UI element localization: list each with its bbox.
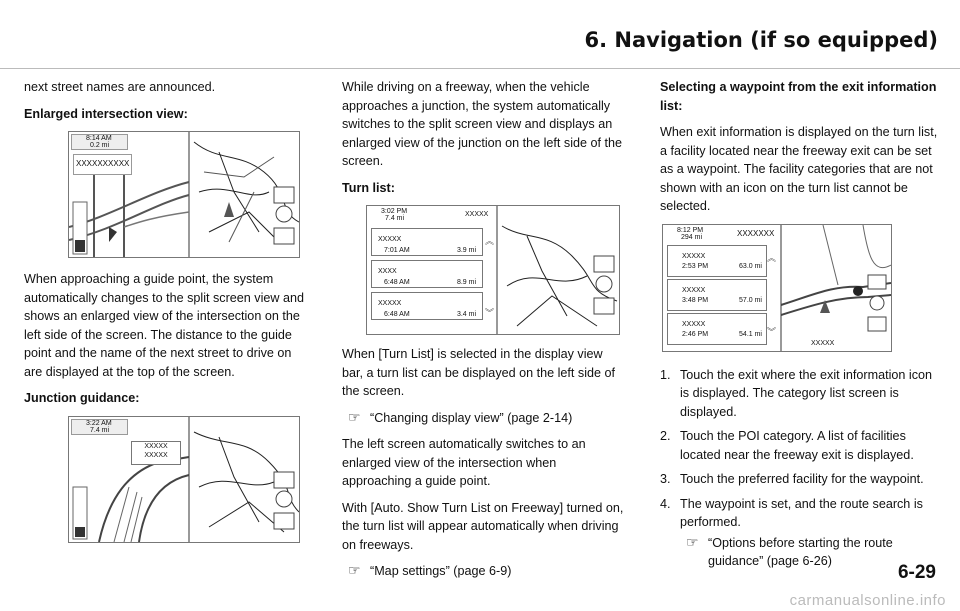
figure-turn-list: [366, 205, 620, 335]
column-2: [342, 78, 624, 589]
intersection-illustration: [69, 132, 299, 257]
exit-row-dist: 57.0 mi: [739, 296, 762, 304]
fig2-sign-line1: XXXXX: [144, 442, 168, 450]
turn-list-row[interactable]: [371, 292, 483, 320]
page-number: 6-29: [897, 562, 936, 583]
exit-row-name: XXXXX: [682, 320, 706, 328]
fig3-time: 3:02 PM: [381, 208, 408, 215]
turn-list-row[interactable]: [371, 228, 483, 256]
paragraph: When [Turn List] is selected in the display view bar, a turn list can be displayed on the left side of the screen.: [342, 347, 616, 398]
turn-row-dist: 8.9 mi: [456, 279, 476, 286]
reference-text: “Changing display view” (page 2-14): [370, 410, 573, 425]
step-item: [660, 427, 942, 464]
paragraph: While driving on a freeway, when the vehicle approaches a junction, the system automatically switches to the split screen view and displays an enlarged view of the junction on the left side of the screen.: [342, 80, 623, 168]
turn-row-name: XXXXX: [378, 236, 402, 243]
header-rule: [0, 68, 960, 69]
exit-row-time: 2:46 PM: [682, 330, 709, 338]
fig4-topbar: [665, 227, 781, 241]
fig3-dist: 7.4 mi: [385, 215, 405, 222]
step-item: [660, 470, 942, 489]
pointing-hand-icon: ☞: [348, 409, 361, 426]
fig2-time: 3:22 AM: [86, 419, 112, 427]
fig4-bottom-street: XXXXX: [811, 339, 835, 347]
fig1-street: XXXXXXXXXX: [73, 154, 132, 175]
fig1-topbar: [71, 134, 128, 150]
fig3-street: XXXXX: [465, 211, 489, 218]
junction-illustration: [69, 417, 299, 542]
paragraph: With [Auto. Show Turn List on Freeway] turned on, the turn list will appear automatically when driving on freeways.: [342, 500, 624, 552]
figure-exit-info: [662, 224, 892, 352]
heading-enlarged-intersection: Enlarged intersection view:: [24, 106, 188, 121]
exit-row-time: 3:48 PM: [682, 296, 709, 304]
step-number: 1.: [660, 367, 671, 382]
column-3: [660, 78, 942, 579]
fig1-time: 8:14 AM: [86, 135, 112, 142]
step-text: Touch the POI category. A list of facilities located near the freeway exit is displayed.: [680, 429, 914, 462]
fig1-dist: 0.2 mi: [90, 142, 110, 149]
reference-text: “Options before starting the route guidance” (page 6-26): [708, 535, 893, 568]
step-text: Touch the exit where the exit information icon is displayed. The category list screen is displayed.: [680, 367, 933, 419]
pointing-hand-icon: ☞: [686, 534, 699, 551]
scroll-down-icon[interactable]: ︾: [485, 308, 495, 318]
watermark: carmanualsonline.info: [789, 592, 946, 609]
fig2-topbar: [71, 419, 128, 435]
turn-row-dist: 3.9 mi: [456, 247, 476, 254]
turn-list-row[interactable]: [371, 260, 483, 288]
fig2-sign: [131, 441, 181, 465]
fig2-sign-line2: XXXXX: [144, 451, 168, 459]
fig2-dist: 7.4 mi: [90, 426, 110, 434]
fig4-time: 8:12 PM: [677, 226, 704, 234]
step-text: The waypoint is set, and the route search is performed.: [680, 496, 923, 529]
scroll-down-icon[interactable]: ︾: [767, 326, 777, 337]
paragraph: When approaching a guide point, the system automatically changes to the split screen view and shows an enlarged view of the intersection on the left side of the screen. The distance to the guide point and the name of the next street to drive on are displayed at the top of the screen.: [24, 272, 305, 379]
exit-list-row[interactable]: [667, 279, 767, 311]
turn-row-time: 6:48 AM: [384, 279, 410, 286]
turn-row-name: XXXXX: [378, 300, 402, 307]
turn-row-dist: 3.4 mi: [456, 311, 476, 318]
column-1: [24, 78, 306, 543]
exit-row-dist: 63.0 mi: [739, 262, 762, 270]
pointing-hand-icon: ☞: [348, 563, 361, 579]
fig4-street: XXXXXXX: [737, 228, 775, 238]
step-item: [660, 495, 942, 571]
turn-row-time: 6:48 AM: [384, 311, 410, 318]
paragraph: next street names are announced.: [24, 80, 216, 94]
exit-row-name: XXXXX: [682, 252, 706, 260]
fig4-dist: 294 mi: [681, 233, 703, 241]
turn-row-name: XXXX: [378, 268, 397, 275]
heading-turn-list: Turn list:: [342, 180, 395, 195]
fig3-topbar: [369, 208, 495, 222]
step-item: [660, 366, 942, 422]
figure-enlarged-intersection: [68, 131, 300, 258]
figure-junction-guidance: [68, 416, 300, 543]
paragraph: The left screen automatically switches to an enlarged view of the intersection when approaching a guide point.: [342, 437, 586, 488]
heading-junction-guidance: Junction guidance:: [24, 391, 140, 405]
reference-link[interactable]: [342, 409, 624, 428]
paragraph: When exit information is displayed on the turn list, a facility located near the freeway exit can be set as a waypoint. The facility categories that are not shown with an icon on the turn list cannot be selected.: [660, 125, 938, 213]
exit-row-time: 2:53 PM: [682, 262, 709, 270]
reference-text: “Map settings” (page 6-9): [370, 564, 512, 578]
steps-list: [660, 366, 942, 571]
step-number: 3.: [660, 472, 671, 486]
page-header-title: 6. Navigation (if so equipped): [584, 28, 938, 52]
reference-link[interactable]: [342, 562, 624, 581]
exit-row-name: XXXXX: [682, 286, 706, 294]
exit-row-dist: 54.1 mi: [739, 330, 762, 338]
scroll-up-icon[interactable]: ︽: [485, 236, 495, 246]
scroll-up-icon[interactable]: ︽: [767, 252, 777, 263]
step-number: 2.: [660, 429, 671, 443]
exit-list-row[interactable]: [667, 313, 767, 345]
step-text: Touch the preferred facility for the waypoint.: [680, 472, 924, 486]
heading-select-waypoint: Selecting a waypoint from the exit information list:: [660, 80, 937, 113]
turn-row-time: 7:01 AM: [384, 247, 410, 254]
exit-list-row[interactable]: [667, 245, 767, 277]
step-number: 4.: [660, 496, 671, 511]
